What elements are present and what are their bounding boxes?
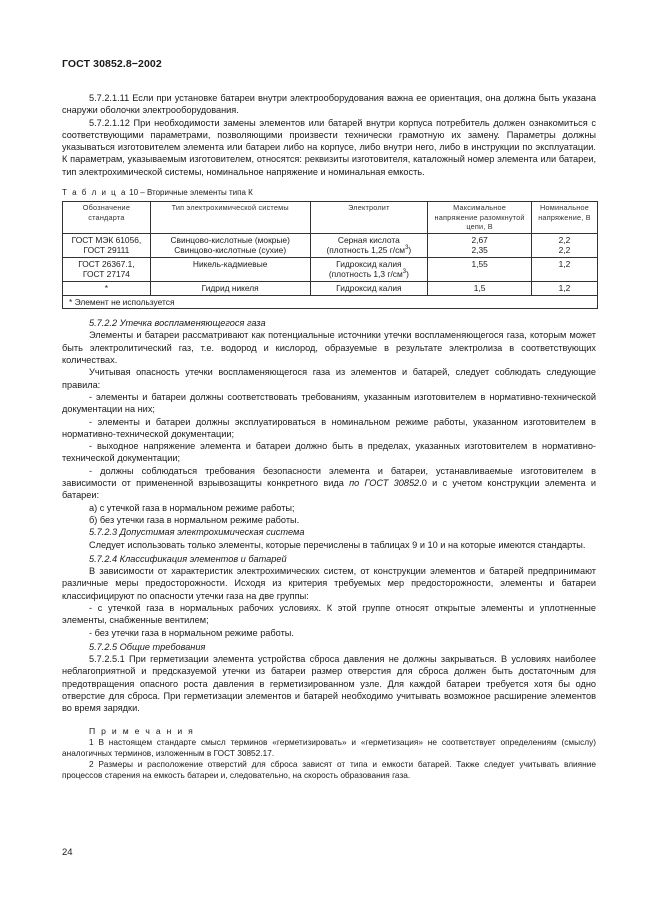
table-row bbox=[63, 257, 598, 281]
section-title-5-7-2-2: 5.7.2.2 Утечка воспламеняющегося газа bbox=[89, 318, 266, 329]
note-1: 1 В настоящем стандарте смысл терминов «герметизировать» и «герметизация» не соответствует определениям (смыслу) аналогичных терминов, изложенным в ГОСТ 30852.17. bbox=[62, 736, 596, 758]
paragraph: 5.7.2.5.1 При герметизации элемента устройства сброса давления не должны закрываться. В условиях наиболее неблагоприятной и предсказуемой утечки из батареи размер отверстия для сброса должен быть достаточным для предотвращения опасного роста давления в герметизированном узле. Для каждой батареи требуется хотя бы одно отверстие для сброса. При герметизации элементов и батарей необходимо учитывать возможное расширение элементов во время зарядки. bbox=[62, 654, 596, 714]
list-item: - с утечкой газа в нормальных рабочих условиях. К этой группе относят открытые элементы и уплотненные элементы, снабженные вентилем; bbox=[62, 602, 596, 626]
cell-line bbox=[314, 269, 425, 280]
document-header: ГОСТ 30852.8−2002 bbox=[62, 58, 162, 70]
table-footnote-row bbox=[63, 295, 598, 309]
table-row bbox=[63, 281, 598, 295]
cell-line: Свинцово-кислотные (мокрые) bbox=[170, 234, 290, 245]
cell-line: ГОСТ 27174 bbox=[82, 269, 130, 280]
table-cell: 1,2 bbox=[532, 257, 598, 281]
cell-line: ГОСТ МЭК 61056, bbox=[71, 234, 142, 245]
section-title-5-7-2-4: 5.7.2.4 Классификация элементов и батарей bbox=[89, 553, 287, 564]
list-item: - элементы и батареи должны эксплуатироваться в номинальном режиме работы, указанном изготовителем в нормативно-технической документации; bbox=[62, 416, 596, 439]
table-cell bbox=[310, 257, 428, 281]
main-content bbox=[62, 92, 596, 781]
paragraph: Следует использовать только элементы, которые перечислены в таблицах 9 и 10 и на которые имеются стандарты. bbox=[89, 539, 586, 550]
table-cell: * bbox=[63, 281, 151, 295]
table-cell bbox=[63, 233, 151, 257]
table-footnote: * Элемент не используется bbox=[63, 295, 598, 309]
cell-line: 2,2 bbox=[558, 234, 571, 245]
list-item: - выходное напряжение элемента и батареи должно быть в пределах, указанных изготовителем в нормативно-технической документации; bbox=[62, 441, 596, 464]
cell-line: 2,67 bbox=[471, 234, 488, 245]
col-header-electrolyte: Электролит bbox=[310, 202, 428, 233]
note-2: 2 Размеры и расположение отверстий для сброса зависят от типа и емкости батарей. Также следует учитывать влияние процессов старения на емкость батареи и, следовательно, на скорость образования газа. bbox=[62, 758, 596, 780]
table-caption-text: 10 – Вторичные элементы типа К bbox=[129, 188, 253, 198]
table-cell: Никель-кадмиевые bbox=[150, 257, 310, 281]
col-header-system-type: Тип электрохимической системы bbox=[150, 202, 310, 233]
list-item: - элементы и батареи должны соответствовать требованиям, указанным изготовителем в нормативно-технической документации на них; bbox=[62, 391, 596, 415]
section-title-5-7-2-5: 5.7.2.5 Общие требования bbox=[89, 641, 206, 652]
list-item: а) с утечкой газа в нормальном режиме работы; bbox=[89, 502, 295, 513]
table-cell bbox=[150, 233, 310, 257]
table-cell: 1,5 bbox=[428, 281, 532, 295]
section-title-5-7-2-3: 5.7.2.3 Допустимая электрохимическая система bbox=[89, 527, 305, 538]
table-row bbox=[63, 233, 598, 257]
cell-line: Свинцово-кислотные (сухие) bbox=[174, 245, 287, 256]
table-cell bbox=[310, 233, 428, 257]
cell-line: Серная кислота bbox=[337, 234, 400, 245]
paragraph: В зависимости от характеристик электрохимических систем, от конструкции элементов и батарей предпринимают различные меры предосторожности. Исходя из критерия требуемых мер предосторожности, элементы и батареи классифицируют по опасности утечки газа на две группы: bbox=[62, 566, 596, 601]
cell-line bbox=[314, 245, 425, 256]
col-header-standard: Обозначение стандарта bbox=[63, 202, 151, 233]
table-cell bbox=[532, 233, 598, 257]
list-item-text: - должны соблюдаться требования безопасности элемента и батареи, устанавливаемые изготовителем в зависимости от примененной взрывозащиты конкретного вида bbox=[62, 465, 596, 489]
paragraph: Элементы и батареи рассматривают как потенциальные источники утечки воспламеняющегося газа, которым может быть электролитический газ, т.е. водород и кислород, образуемые в результате электролиза в соответствующих количествах. bbox=[62, 330, 596, 366]
paragraph-5-7-2-1-12: 5.7.2.1.12 При необходимости замены элементов или батарей внутри корпуса потребитель должен ознакомиться с соответствующими параметрами, позволяющими произвести технически грамотную их замену. Параметры должны указываться изготовителем элемента или батареи либо на корпусе, либо внутри него, либо в инструкции по эксплуатации. К параметрам, указываемым изготовителем, относятся: реквизиты изготовителя, каталожный номер элемента или батареи, тип электрохимической системы, номинальное напряжение и номинальная емкость. bbox=[62, 117, 596, 177]
cell-line: ГОСТ 26367.1, bbox=[78, 258, 135, 269]
list-item-text: .0 и с учетом конструкции элемента и батареи: bbox=[62, 478, 596, 501]
table-header-row bbox=[63, 202, 598, 233]
list-item: - без утечки газа в нормальном режиме работы. bbox=[89, 627, 294, 638]
page-number: 24 bbox=[62, 847, 73, 858]
col-header-nominal-voltage: Номинальное напряжение, В bbox=[532, 202, 598, 233]
cell-line: Гидроксид калия bbox=[336, 258, 402, 269]
cell-line: 2,35 bbox=[471, 245, 488, 256]
paragraph-5-7-2-1-11: 5.7.2.1.11 Если при установке батареи внутри электрооборудования важна ее ориентация, она должна быть указана снаружи оболочки электрооборудования. bbox=[62, 93, 596, 116]
table-caption bbox=[62, 187, 596, 199]
cell-line: 2,2 bbox=[558, 245, 571, 256]
list-item: б) без утечки газа в нормальном режиме работы. bbox=[89, 514, 300, 525]
table-cell bbox=[428, 233, 532, 257]
cell-text: ) bbox=[408, 245, 412, 256]
table-cell: Гидрид никеля bbox=[150, 281, 310, 295]
cell-superscript: 3 bbox=[402, 269, 407, 276]
secondary-cells-table bbox=[62, 201, 598, 309]
table-cell: 1,55 bbox=[428, 257, 532, 281]
table-cell: Гидроксид калия bbox=[310, 281, 428, 295]
col-header-max-voltage: Максимальное напряжение разомкнутой цепи, В bbox=[428, 202, 532, 233]
notes-title: П р и м е ч а н и я bbox=[89, 725, 195, 736]
paragraph: Учитывая опасность утечки воспламеняющегося газа из элементов и батарей, следует соблюдать следующие правила: bbox=[62, 367, 596, 390]
table-caption-prefix: Т а б л и ц а bbox=[62, 188, 127, 198]
standard-reference: по ГОСТ 30852 bbox=[349, 478, 420, 489]
cell-text: ) bbox=[406, 269, 409, 280]
table-cell bbox=[63, 257, 151, 281]
cell-line: ГОСТ 29111 bbox=[83, 245, 130, 256]
cell-text: (плотность 1,3 г/см bbox=[328, 269, 403, 280]
cell-text: (плотность 1,25 г/см bbox=[326, 245, 406, 256]
cell-superscript: 3 bbox=[405, 245, 409, 252]
table-cell: 1,2 bbox=[532, 281, 598, 295]
list-item bbox=[62, 465, 596, 502]
